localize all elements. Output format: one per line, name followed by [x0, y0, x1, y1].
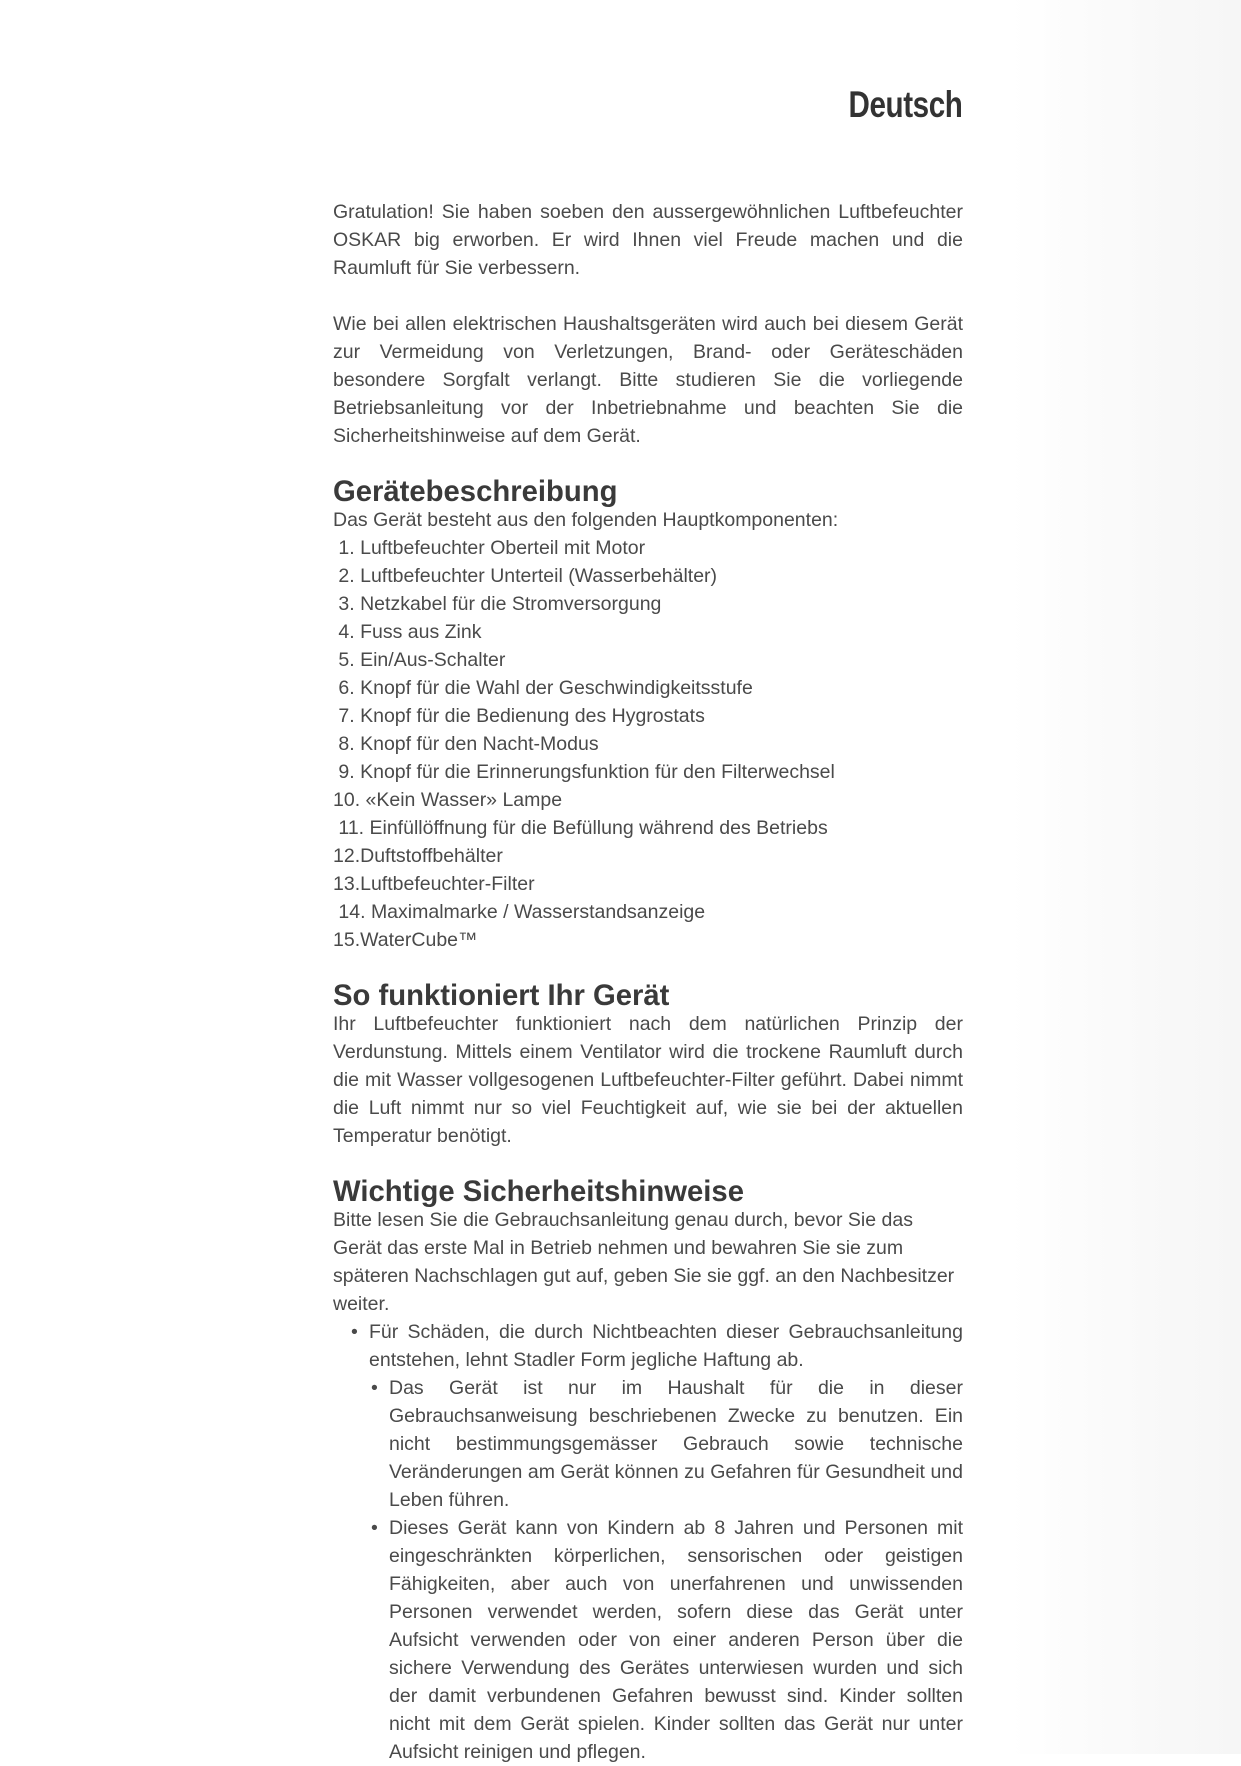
safety-item-text: Dieses Gerät kann von Kindern ab 8 Jahren und Personen mit eingeschränkten körperlichen, sensorischen oder geistigen Fähigkeiten, aber auch von unerfahrenen und unwissenden Personen verwendet werden, sofern diese das Gerät unter Aufsicht verwenden oder von einer anderen Person über die sichere Verwendung des Gerätes unterwiesen wurden und sich der damit verbundenen Gefahren bewusst sind. Kinder sollten nicht mit dem Gerät spielen. Kinder sollten das Gerät nur unter Aufsicht reinigen und pflegen.	[389, 1517, 963, 1763]
component-item: 2. Luftbefeuchter Unterteil (Wasserbehälter)	[333, 565, 718, 587]
component-item: 3. Netzkabel für die Stromversorgung	[333, 593, 662, 615]
component-item: 9. Knopf für die Erinnerungsfunktion für den Filterwechsel	[333, 761, 835, 783]
device-description-intro: Das Gerät besteht aus den folgenden Hauptkomponenten:	[333, 509, 839, 531]
how-it-works-text: Ihr Luftbefeuchter funktioniert nach dem natürlichen Prinzip der Verdunstung. Mittels einem Ventilator wird die trockene Raumluft durch die mit Wasser vollgesogenen Luftbefeuchter-Filter geführt. Dabei nimmt die Luft nimmt nur so viel Feuchtigkeit auf, wie sie bei der aktuellen Temperatur benötigt.	[333, 1013, 963, 1147]
component-item: 12.Duftstoffbehälter	[333, 845, 503, 867]
component-item: 7. Knopf für die Bedienung des Hygrostats	[333, 705, 705, 727]
component-list	[333, 534, 963, 954]
device-description-section	[333, 478, 963, 954]
component-item: 5. Ein/Aus-Schalter	[333, 649, 506, 671]
safety-heading: Wichtige Sicherheitshinweise	[333, 1176, 744, 1208]
document-body	[333, 198, 963, 1766]
intro-paragraph-2: Wie bei allen elektrischen Haushaltsgeräten wird auch bei diesem Gerät zur Vermeidung von Verletzungen, Brand- oder Geräteschäden besondere Sorgfalt verlangt. Bitte studieren Sie die vorliegende Betriebsanleitung vor der Inbetriebnahme und beachten Sie die Sicherheitshinweise auf dem Gerät.	[333, 313, 963, 447]
intro-paragraph-1: Gratulation! Sie haben soeben den aussergewöhnlichen Luftbefeuchter OSKAR big erworben. Er wird Ihnen viel Freude machen und die Raumluft für Sie verbessern.	[333, 201, 963, 279]
safety-section	[333, 1178, 963, 1766]
safety-item-text: Für Schäden, die durch Nichtbeachten dieser Gebrauchsanleitung entstehen, lehnt Stadler Form jegliche Haftung ab.	[369, 1321, 963, 1371]
language-heading: Deutsch	[848, 84, 962, 125]
component-item: 1. Luftbefeuchter Oberteil mit Motor	[333, 537, 646, 559]
how-it-works-section	[333, 982, 963, 1150]
component-item: 10. «Kein Wasser» Lampe	[333, 789, 563, 811]
safety-item	[371, 1374, 963, 1514]
bullet-icon: •	[371, 1517, 378, 1539]
component-item: 6. Knopf für die Wahl der Geschwindigkeitsstufe	[333, 677, 753, 699]
safety-item	[371, 1514, 963, 1766]
bullet-icon: •	[371, 1377, 378, 1399]
safety-item-text: Das Gerät ist nur im Haushalt für die in dieser Gebrauchsanweisung beschriebenen Zwecke zu benutzen. Ein nicht bestimmungsgemässer Gebrauch sowie technische Veränderungen am Gerät können zu Gefahren für Gesundheit und Leben führen.	[389, 1377, 963, 1511]
device-description-heading: Gerätebeschreibung	[333, 476, 618, 508]
safety-item	[351, 1318, 963, 1374]
page-edge-shade	[1011, 0, 1241, 1754]
bullet-icon: •	[351, 1321, 358, 1343]
component-item: 11. Einfüllöffnung für die Befüllung während des Betriebs	[333, 817, 828, 839]
how-it-works-heading: So funktioniert Ihr Gerät	[333, 980, 670, 1012]
component-item: 13.Luftbefeuchter-Filter	[333, 873, 535, 895]
safety-intro: Bitte lesen Sie die Gebrauchsanleitung genau durch, bevor Sie das Gerät das erste Mal in Betrieb nehmen und bewahren Sie sie zum späteren Nachschlagen gut auf, geben Sie sie ggf. an den Nachbesitzer weiter.	[333, 1209, 955, 1315]
component-item: 8. Knopf für den Nacht-Modus	[333, 733, 599, 755]
component-item: 14. Maximalmarke / Wasserstandsanzeige	[333, 901, 706, 923]
component-item: 15.WaterCube™	[333, 929, 478, 951]
safety-list	[333, 1318, 963, 1766]
component-item: 4. Fuss aus Zink	[333, 621, 482, 643]
